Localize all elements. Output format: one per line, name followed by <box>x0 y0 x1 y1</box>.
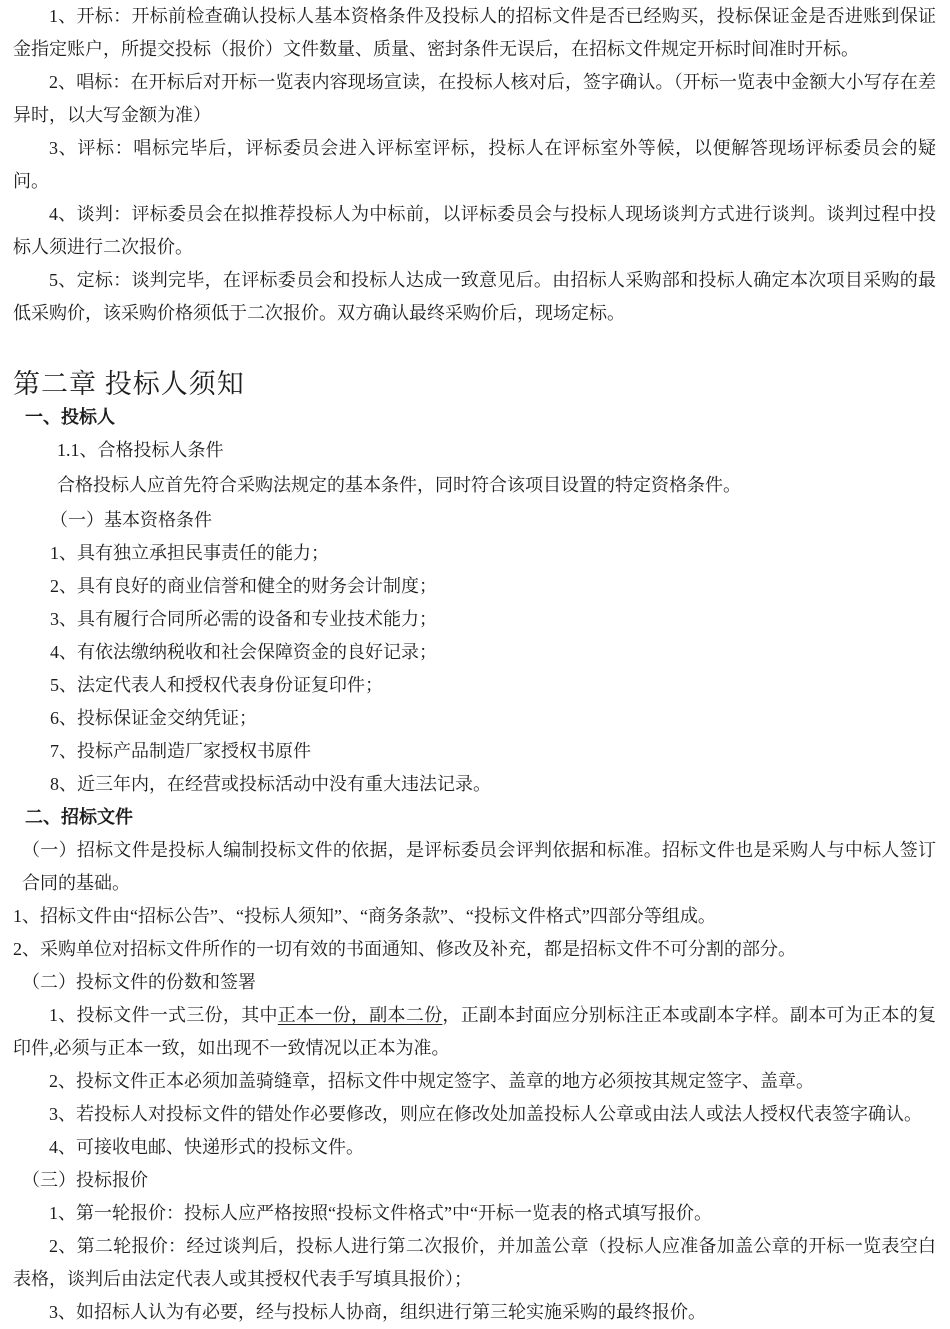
intro-paragraph-negotiate: 4、谈判：评标委员会在拟推荐投标人为中标前，以评标委员会与投标人现场谈判方式进行谈判。谈判过程中投标人须进行二次报价。 <box>13 204 936 257</box>
copies-underlined-text: 正本一份，副本二份 <box>277 1005 443 1025</box>
tender-doc-supplement-item: 2、采购单位对招标文件所作的一切有效的书面通知、修改及补充，都是招标文件不可分割的部分。 <box>13 939 796 959</box>
copies-item-post-text: ，正副本封面应分别标注正本或副本字样。副本可为正本的复印件,必须与正本一致，如出现不一致情况以正本为准。 <box>13 1005 937 1058</box>
qualification-item: 3、具有履行合同所必需的设备和专业技术能力； <box>50 609 437 629</box>
tender-doc-basis-paragraph: （一）招标文件是投标人编制投标文件的依据，是评标委员会评判依据和标准。招标文件也是采购人与中标人签订合同的基础。 <box>22 840 936 893</box>
section1-description: 合格投标人应首先符合采购法规定的基本条件，同时符合该项目设置的特定资格条件。 <box>57 475 741 495</box>
tender-doc-composition-item: 1、招标文件由“招标公告”、“投标人须知”、“商务条款”、“投标文件格式”四部分等组成。 <box>13 906 716 926</box>
intro-paragraph-evaluate-bid: 3、评标：唱标完毕后，评标委员会进入评标室评标，投标人在评标室外等候，以便解答现场评标委员会的疑问。 <box>13 138 936 191</box>
copies-item-correction: 3、若投标人对投标文件的错处作必要修改，则应在修改处加盖投标人公章或由法人或法人授权代表签字确认。 <box>49 1104 922 1124</box>
qualification-item: 5、法定代表人和授权代表身份证复印件； <box>50 675 383 695</box>
copies-item-counts <box>13 999 936 1065</box>
copies-item-pre-text: 1、投标文件一式三份，其中 <box>49 1005 278 1025</box>
copies-signing-heading: （二）投标文件的份数和签署 <box>22 972 256 992</box>
intro-paragraph-award: 5、定标：谈判完毕，在评标委员会和投标人达成一致意见后。由招标人采购部和投标人确定本次项目采购的最低采购价，该采购价格须低于二次报价。双方确认最终采购价后，现场定标。 <box>13 270 936 323</box>
quotation-item-round3: 3、如招标人认为有必要，经与投标人协商，组织进行第三轮实施采购的最终报价。 <box>49 1302 706 1322</box>
qualification-item: 1、具有独立承担民事责任的能力； <box>50 543 329 563</box>
qualification-item: 2、具有良好的商业信誉和健全的财务会计制度； <box>50 576 437 596</box>
quotation-item-round1: 1、第一轮报价：投标人应严格按照“投标文件格式”中“开标一览表的格式填写报价。 <box>49 1203 712 1223</box>
chapter-title: 第二章 投标人须知 <box>13 369 245 399</box>
bid-quotation-heading: （三）投标报价 <box>22 1170 148 1190</box>
qualification-item: 8、近三年内，在经营或投标活动中没有重大违法记录。 <box>50 774 491 794</box>
intro-paragraph-read-bid: 2、唱标：在开标后对开标一览表内容现场宣读，在投标人核对后，签字确认。（开标一览表中金额大小写存在差异时，以大写金额为准） <box>13 72 936 125</box>
copies-item-delivery: 4、可接收电邮、快递形式的投标文件。 <box>49 1137 364 1157</box>
section1-heading: 一、投标人 <box>25 407 115 427</box>
section2-heading: 二、招标文件 <box>25 807 133 827</box>
qualification-item: 4、有依法缴纳税收和社会保障资金的良好记录； <box>50 642 437 662</box>
copies-item-seal: 2、投标文件正本必须加盖骑缝章，招标文件中规定签字、盖章的地方必须按其规定签字、盖章。 <box>49 1071 814 1091</box>
section1-sub-heading: 1.1、合格投标人条件 <box>57 440 224 460</box>
qualification-item: 6、投标保证金交纳凭证； <box>50 708 257 728</box>
basic-qualification-heading: （一）基本资格条件 <box>50 510 212 530</box>
quotation-item-round2: 2、第二轮报价：经过谈判后，投标人进行第二次报价，并加盖公章（投标人应准备加盖公章的开标一览表空白表格，谈判后由法定代表人或其授权代表手写填具报价）； <box>13 1236 936 1289</box>
qualification-item: 7、投标产品制造厂家授权书原件 <box>50 741 311 761</box>
intro-paragraph-open-bid: 1、开标：开标前检查确认投标人基本资格条件及投标人的招标文件是否已经购买，投标保证金是否进账到保证金指定账户，所提交投标（报价）文件数量、质量、密封条件无误后，在招标文件规定开标时间准时开标。 <box>13 6 936 59</box>
